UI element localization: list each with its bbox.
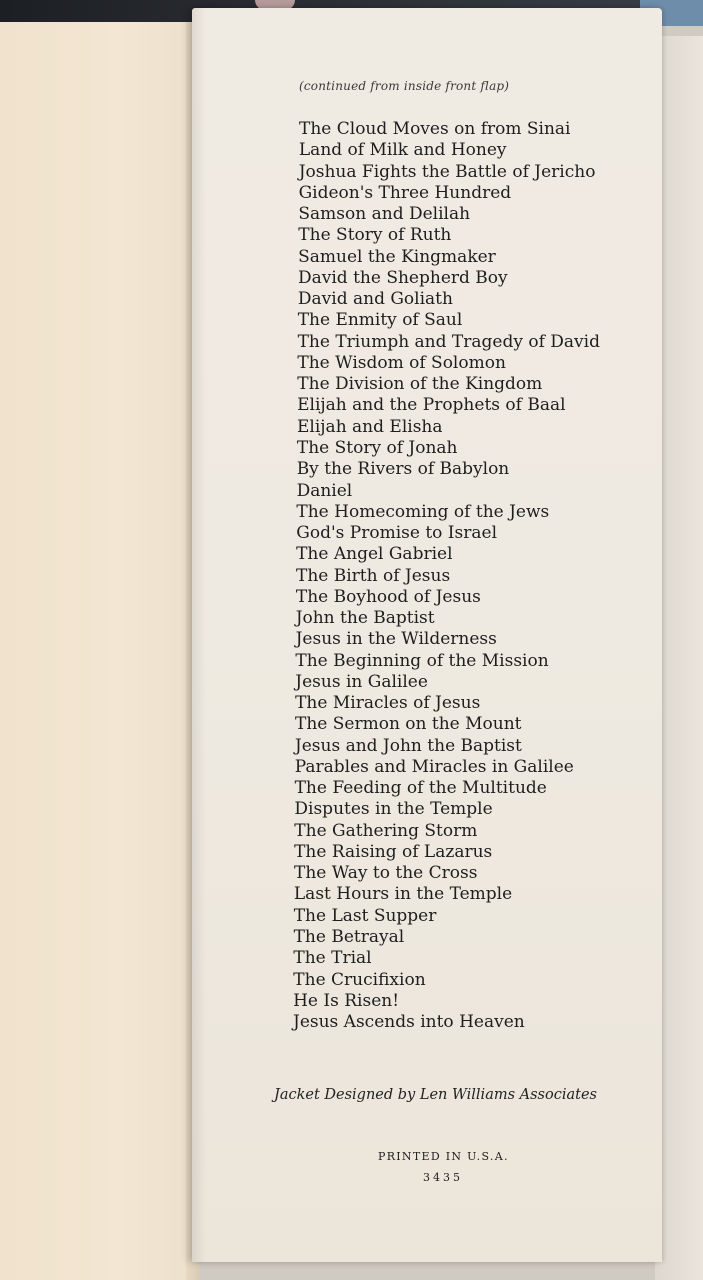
chapter-title: The Feeding of the Multitude	[294, 778, 547, 799]
chapter-title: The Beginning of the Mission	[295, 650, 549, 671]
chapter-title: Parables and Miracles in Galilee	[294, 756, 574, 777]
chapter-title: Elijah and the Prophets of Baal	[297, 395, 566, 416]
chapter-title: Gideon's Three Hundred	[298, 182, 512, 203]
chapter-title: The Boyhood of Jesus	[295, 586, 481, 607]
chapter-title: Joshua Fights the Battle of Jericho	[298, 161, 596, 182]
catalog-code: 3435	[423, 1171, 463, 1184]
chapter-title: Jesus in the Wilderness	[295, 629, 497, 650]
chapter-title: The Birth of Jesus	[296, 565, 451, 586]
chapter-title: By the Rivers of Babylon	[296, 459, 510, 480]
chapter-title: John the Baptist	[295, 608, 435, 628]
chapter-title: Jesus and John the Baptist	[294, 735, 522, 756]
chapter-title: The Sermon on the Mount	[295, 714, 522, 735]
chapter-title: The Angel Gabriel	[296, 544, 453, 565]
chapter-title: The Cloud Moves on from Sinai	[299, 119, 571, 139]
chapter-title: Disputes in the Temple	[294, 799, 493, 820]
chapter-title: Jesus in Galilee	[295, 671, 428, 692]
chapter-title: Last Hours in the Temple	[293, 884, 513, 905]
chapter-title: The Story of Jonah	[296, 437, 458, 458]
chapter-title: The Triumph and Tragedy of David	[297, 331, 600, 352]
chapter-title: Elijah and Elisha	[297, 416, 443, 437]
chapter-title: The Last Supper	[293, 905, 437, 926]
chapter-title: Samuel the Kingmaker	[298, 246, 496, 267]
chapter-title: The Story of Ruth	[298, 225, 452, 246]
chapter-title: The Raising of Lazarus	[294, 841, 493, 862]
continued-note: (continued from inside front flap)	[299, 79, 510, 93]
chapter-title: God's Promise to Israel	[296, 523, 498, 543]
chapter-title: The Trial	[293, 948, 372, 969]
chapter-title: The Enmity of Saul	[297, 310, 463, 331]
chapter-title: The Gathering Storm	[294, 820, 478, 841]
chapter-title: Daniel	[296, 480, 353, 501]
chapter-title: Samson and Delilah	[298, 204, 471, 224]
chapter-title: David the Shepherd Boy	[298, 267, 508, 288]
chapter-title: The Homecoming of the Jews	[296, 501, 550, 522]
chapter-title: The Way to the Cross	[294, 863, 478, 884]
printed-in-label: PRINTED IN U.S.A.	[378, 1150, 509, 1163]
chapter-title: The Wisdom of Solomon	[297, 352, 506, 373]
chapter-title: Land of Milk and Honey	[298, 140, 507, 161]
chapter-title: David and Goliath	[297, 289, 453, 310]
chapter-title: Jesus Ascends into Heaven	[293, 1012, 525, 1032]
chapter-title: The Miracles of Jesus	[295, 693, 481, 714]
jacket-credit: Jacket Designed by Len Williams Associates	[274, 1087, 597, 1103]
chapter-title: He Is Risen!	[293, 990, 400, 1011]
chapter-title: The Crucifixion	[293, 969, 426, 990]
chapter-title: The Betrayal	[293, 927, 405, 947]
chapter-title: The Division of the Kingdom	[297, 374, 543, 395]
